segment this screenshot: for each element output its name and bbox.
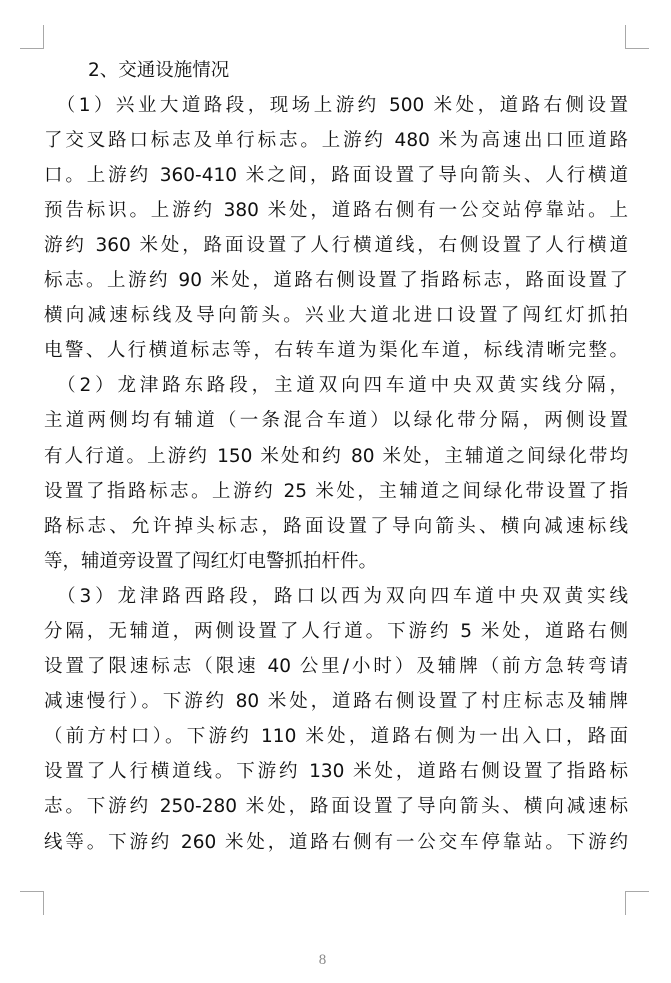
text-line: 游约 360 米处，路面设置了人行横道线，右侧设置了人行横道: [44, 234, 628, 256]
page-number: 8: [318, 952, 327, 968]
crop-mark-top-left: [20, 25, 44, 49]
text-line: 标志。上游约 90 米处，道路右侧设置了指路标志，路面设置了: [44, 270, 628, 292]
text-line: 设置了指路标志。上游约 25 米处，主辅道之间绿化带设置了指: [44, 480, 628, 502]
text-line: （3）龙津路西路段，路口以西为双向四车道中央双黄实线: [44, 585, 628, 607]
text-line: 等，辅道旁设置了闯红灯电警抓拍杆件。: [44, 550, 378, 572]
text-line: 路标志、允许掉头标志，路面设置了导向箭头、横向减速标线: [44, 515, 628, 537]
crop-mark-bottom-left: [20, 891, 44, 915]
text-line: 预告标识。上游约 380 米处，道路右侧有一公交站停靠站。上: [44, 199, 628, 221]
text-line: 有人行道。上游约 150 米处和约 80 米处，主辅道之间绿化带均: [44, 445, 628, 467]
text-line: （2）龙津路东路段，主道双向四车道中央双黄实线分隔，: [44, 375, 628, 397]
crop-mark-top-right: [625, 25, 649, 49]
text-line: （前方村口）。下游约 110 米处，道路右侧为一出入口，路面: [44, 726, 628, 748]
text-line: 横向减速标线及导向箭头。兴业大道北进口设置了闯红灯抓拍: [44, 305, 628, 327]
paragraph-longjin-road-east: [44, 368, 628, 579]
paragraph-xingye-avenue: [44, 88, 628, 369]
section-heading: 2、交通设施情况: [88, 59, 230, 81]
crop-mark-bottom-right: [625, 891, 649, 915]
page-body: [44, 53, 628, 860]
text-line: 了交叉路口标志及单行标志。上游约 480 米为高速出口匝道路: [44, 129, 628, 151]
text-line: 电警、人行横道标志等，右转车道为渠化车道，标线清晰完整。: [44, 340, 628, 362]
paragraph-longjin-road-west: [44, 579, 628, 860]
text-line: 口。上游约 360-410 米之间，路面设置了导向箭头、人行横道: [44, 164, 628, 186]
text-line: 设置了人行横道线。下游约 130 米处，道路右侧设置了指路标: [44, 761, 628, 783]
text-line: 设置了限速标志（限速 40 公里/小时）及辅牌（前方急转弯请: [44, 656, 628, 678]
text-line: 志。下游约 250-280 米处，路面设置了导向箭头、横向减速标: [44, 796, 628, 818]
text-line: （1）兴业大道路段，现场上游约 500 米处，道路右侧设置: [44, 94, 628, 116]
text-line: 分隔，无辅道，两侧设置了人行道。下游约 5 米处，道路右侧: [44, 621, 628, 642]
text-line: 减速慢行）。下游约 80 米处，道路右侧设置了村庄标志及辅牌: [44, 691, 628, 713]
text-line: 线等。下游约 260 米处，道路右侧有一公交车停靠站。下游约: [44, 831, 628, 853]
text-line: 主道两侧均有辅道（一条混合车道）以绿化带分隔，两侧设置: [44, 410, 628, 432]
